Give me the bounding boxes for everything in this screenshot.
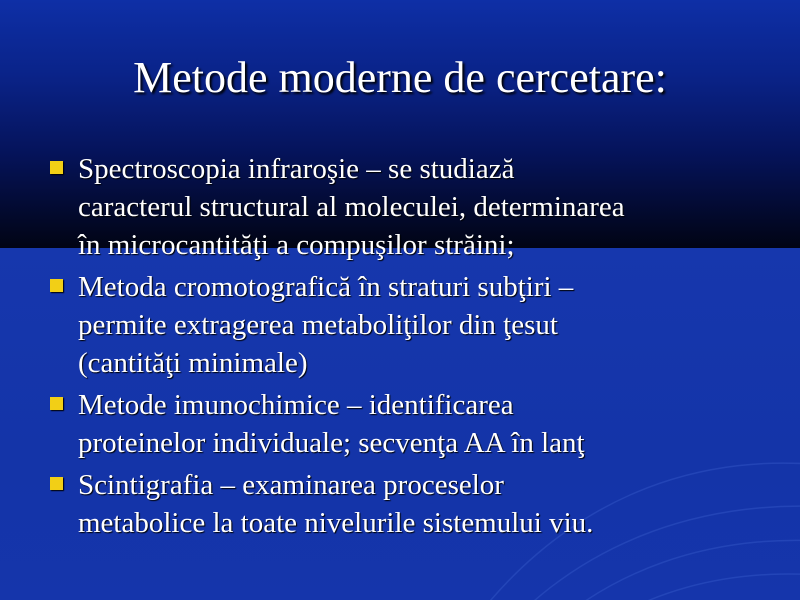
bullet-text bbox=[78, 150, 786, 264]
bullet-line: metabolice la toate nivelurile sistemului viu. bbox=[78, 507, 594, 539]
bullet-item bbox=[46, 268, 786, 382]
bullet-list bbox=[46, 150, 786, 546]
bullet-line: permite extragerea metaboliţilor din ţesut bbox=[78, 309, 558, 341]
bullet-line: caracterul structural al moleculei, determinarea bbox=[78, 191, 625, 223]
bullet-line: Spectroscopia infraroşie – se studiază bbox=[78, 153, 515, 185]
bullet-item bbox=[46, 386, 786, 462]
bullet-text bbox=[78, 466, 786, 542]
bullet-text bbox=[78, 268, 786, 382]
bullet-line: Metode imunochimice – identificarea bbox=[78, 389, 514, 421]
bullet-item bbox=[46, 150, 786, 264]
bullet-line: Metoda cromotografică în straturi subţiri – bbox=[78, 271, 574, 303]
bullet-line: în microcantităţi a compuşilor străini; bbox=[78, 229, 515, 261]
bullet-text bbox=[78, 386, 786, 462]
bullet-square-icon bbox=[50, 161, 63, 174]
bullet-square-icon bbox=[50, 279, 63, 292]
bullet-square-icon bbox=[50, 477, 63, 490]
bullet-line: proteinelor individuale; secvenţa AA în lanţ bbox=[78, 427, 585, 459]
bullet-item bbox=[46, 466, 786, 542]
slide-title: Metode moderne de cercetare: bbox=[133, 53, 667, 102]
bullet-square-icon bbox=[50, 397, 63, 410]
bullet-line: Scintigrafia – examinarea proceselor bbox=[78, 469, 504, 501]
bullet-line: (cantităţi minimale) bbox=[78, 347, 308, 379]
